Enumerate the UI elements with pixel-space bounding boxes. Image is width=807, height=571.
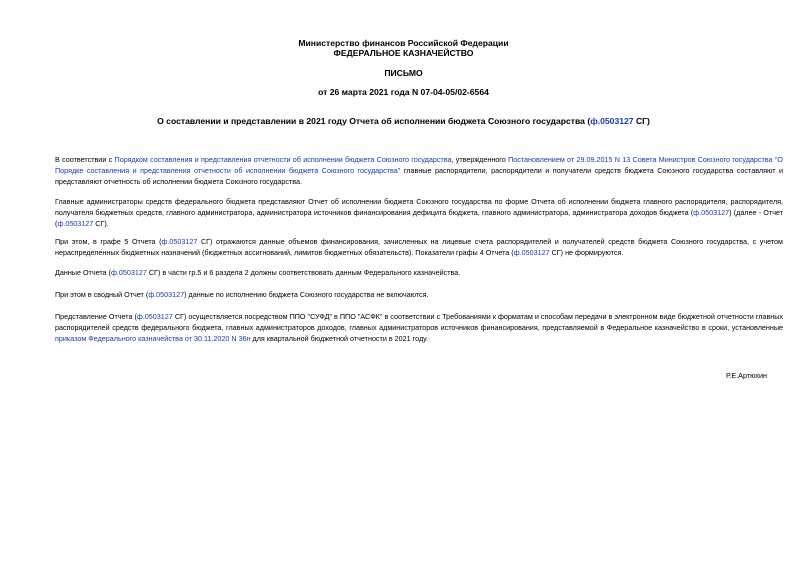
p3-text: СГ) не формируются. [549,248,624,257]
p5-text: ) данные по исполнению бюджета Союзного государства не включаются. [184,290,429,299]
p1-text: В соответствии с [55,155,115,164]
title-form-link[interactable]: ф.0503127 [590,116,634,126]
form-link[interactable]: ф.0503127 [110,268,147,277]
p5-text: При этом в сводный Отчет ( [55,290,149,299]
title-text-end: СГ) [633,116,650,126]
paragraph-2 [40,196,783,229]
form-link[interactable]: ф.0503127 [148,290,185,299]
form-link[interactable]: ф.0503127 [57,219,94,228]
paragraph-5 [40,289,783,300]
paragraph-3 [40,236,783,258]
form-link[interactable]: ф.0503127 [161,237,198,246]
p6-text: для квартальной бюджетной отчетности в 2021 году. [250,334,429,343]
procedure-link[interactable]: Порядком составления и представления отчетности об исполнении бюджета Союзного государства [114,155,452,164]
form-link[interactable]: ф.0503127 [513,248,550,257]
document-type: ПИСЬМО [384,68,423,78]
form-link[interactable]: ф.0503127 [136,312,173,321]
paragraph-1 [40,154,783,187]
p3-text: СГ) отражаются данные объемов финансирования, зачисленных на лицевые счета распорядителей и получателей средств бюджета Союзного государства, с учетом нераспределенных бюджетных назначений (бюджетных ассигнований, лимитов бюджетных обязательств). Показатели графы 4 Отчета ( [55,237,783,257]
p4-text: СГ) в части гр.5 и 6 раздела 2 должны соответствовать данным Федерального казначейства. [146,268,461,277]
p2-text: СГ). [93,219,109,228]
p6-text: Представление Отчета ( [55,312,137,321]
p2-text: Главные администраторы средств федерального бюджета представляют Отчет об исполнении бюджета Союзного государства по форме Отчета об исполнении бюджета главного распорядителя, распорядителя, получателя бюджетных средств, главного администратора, администратора источников финансирования дефицита бюджета, главного администратора, администратора доходов бюджета ( [55,197,783,217]
ministry-name: Министерство финансов Российской Федерации [298,38,509,48]
p3-text: При этом, в графе 5 Отчета ( [55,237,162,246]
p1-text: , утвержденного [451,155,509,164]
document-date-number: от 26 марта 2021 года N 07-04-05/02-6564 [318,87,489,97]
agency-name: ФЕДЕРАЛЬНОЕ КАЗНАЧЕЙСТВО [333,48,474,58]
resolution-link[interactable]: Постановлением от 29.09.2015 N 13 Совета Министров Союзного государства "О Порядке составления и представления отчетности об исполнении бюджета Союзного государства" [55,155,783,175]
form-link[interactable]: ф.0503127 [693,208,730,217]
p2-text: ) (далее - Отчет ( [55,208,783,228]
paragraph-4 [40,267,783,278]
p4-text: Данные Отчета ( [55,268,111,277]
document-title [0,116,807,126]
paragraph-6 [40,311,783,344]
p1-text: главные распорядители, распорядители и получатели средств бюджета Союзного государства составляют и представляют отчетность об исполнении бюджета Союзного государства. [55,166,783,186]
order-link[interactable]: приказом Федерального казначейства от 30.11.2020 N 36н [55,334,251,343]
signature: Р.Е.Артюхин [725,371,767,380]
p6-text: СГ) осуществляется посредством ППО "СУФД" в ППО "АСФК" в соответствии с Требованиями к форматам и способам передачи в электронном виде бюджетной отчетности главных распорядителей средств федерального бюджета, главных администраторов доходов, главных администраторов источников финансирования, представляемой в Федеральное казначейство в сроки, установленные [55,312,784,332]
title-text: О составлении и представлении в 2021 году Отчета об исполнении бюджета Союзного государства ( [157,116,591,126]
